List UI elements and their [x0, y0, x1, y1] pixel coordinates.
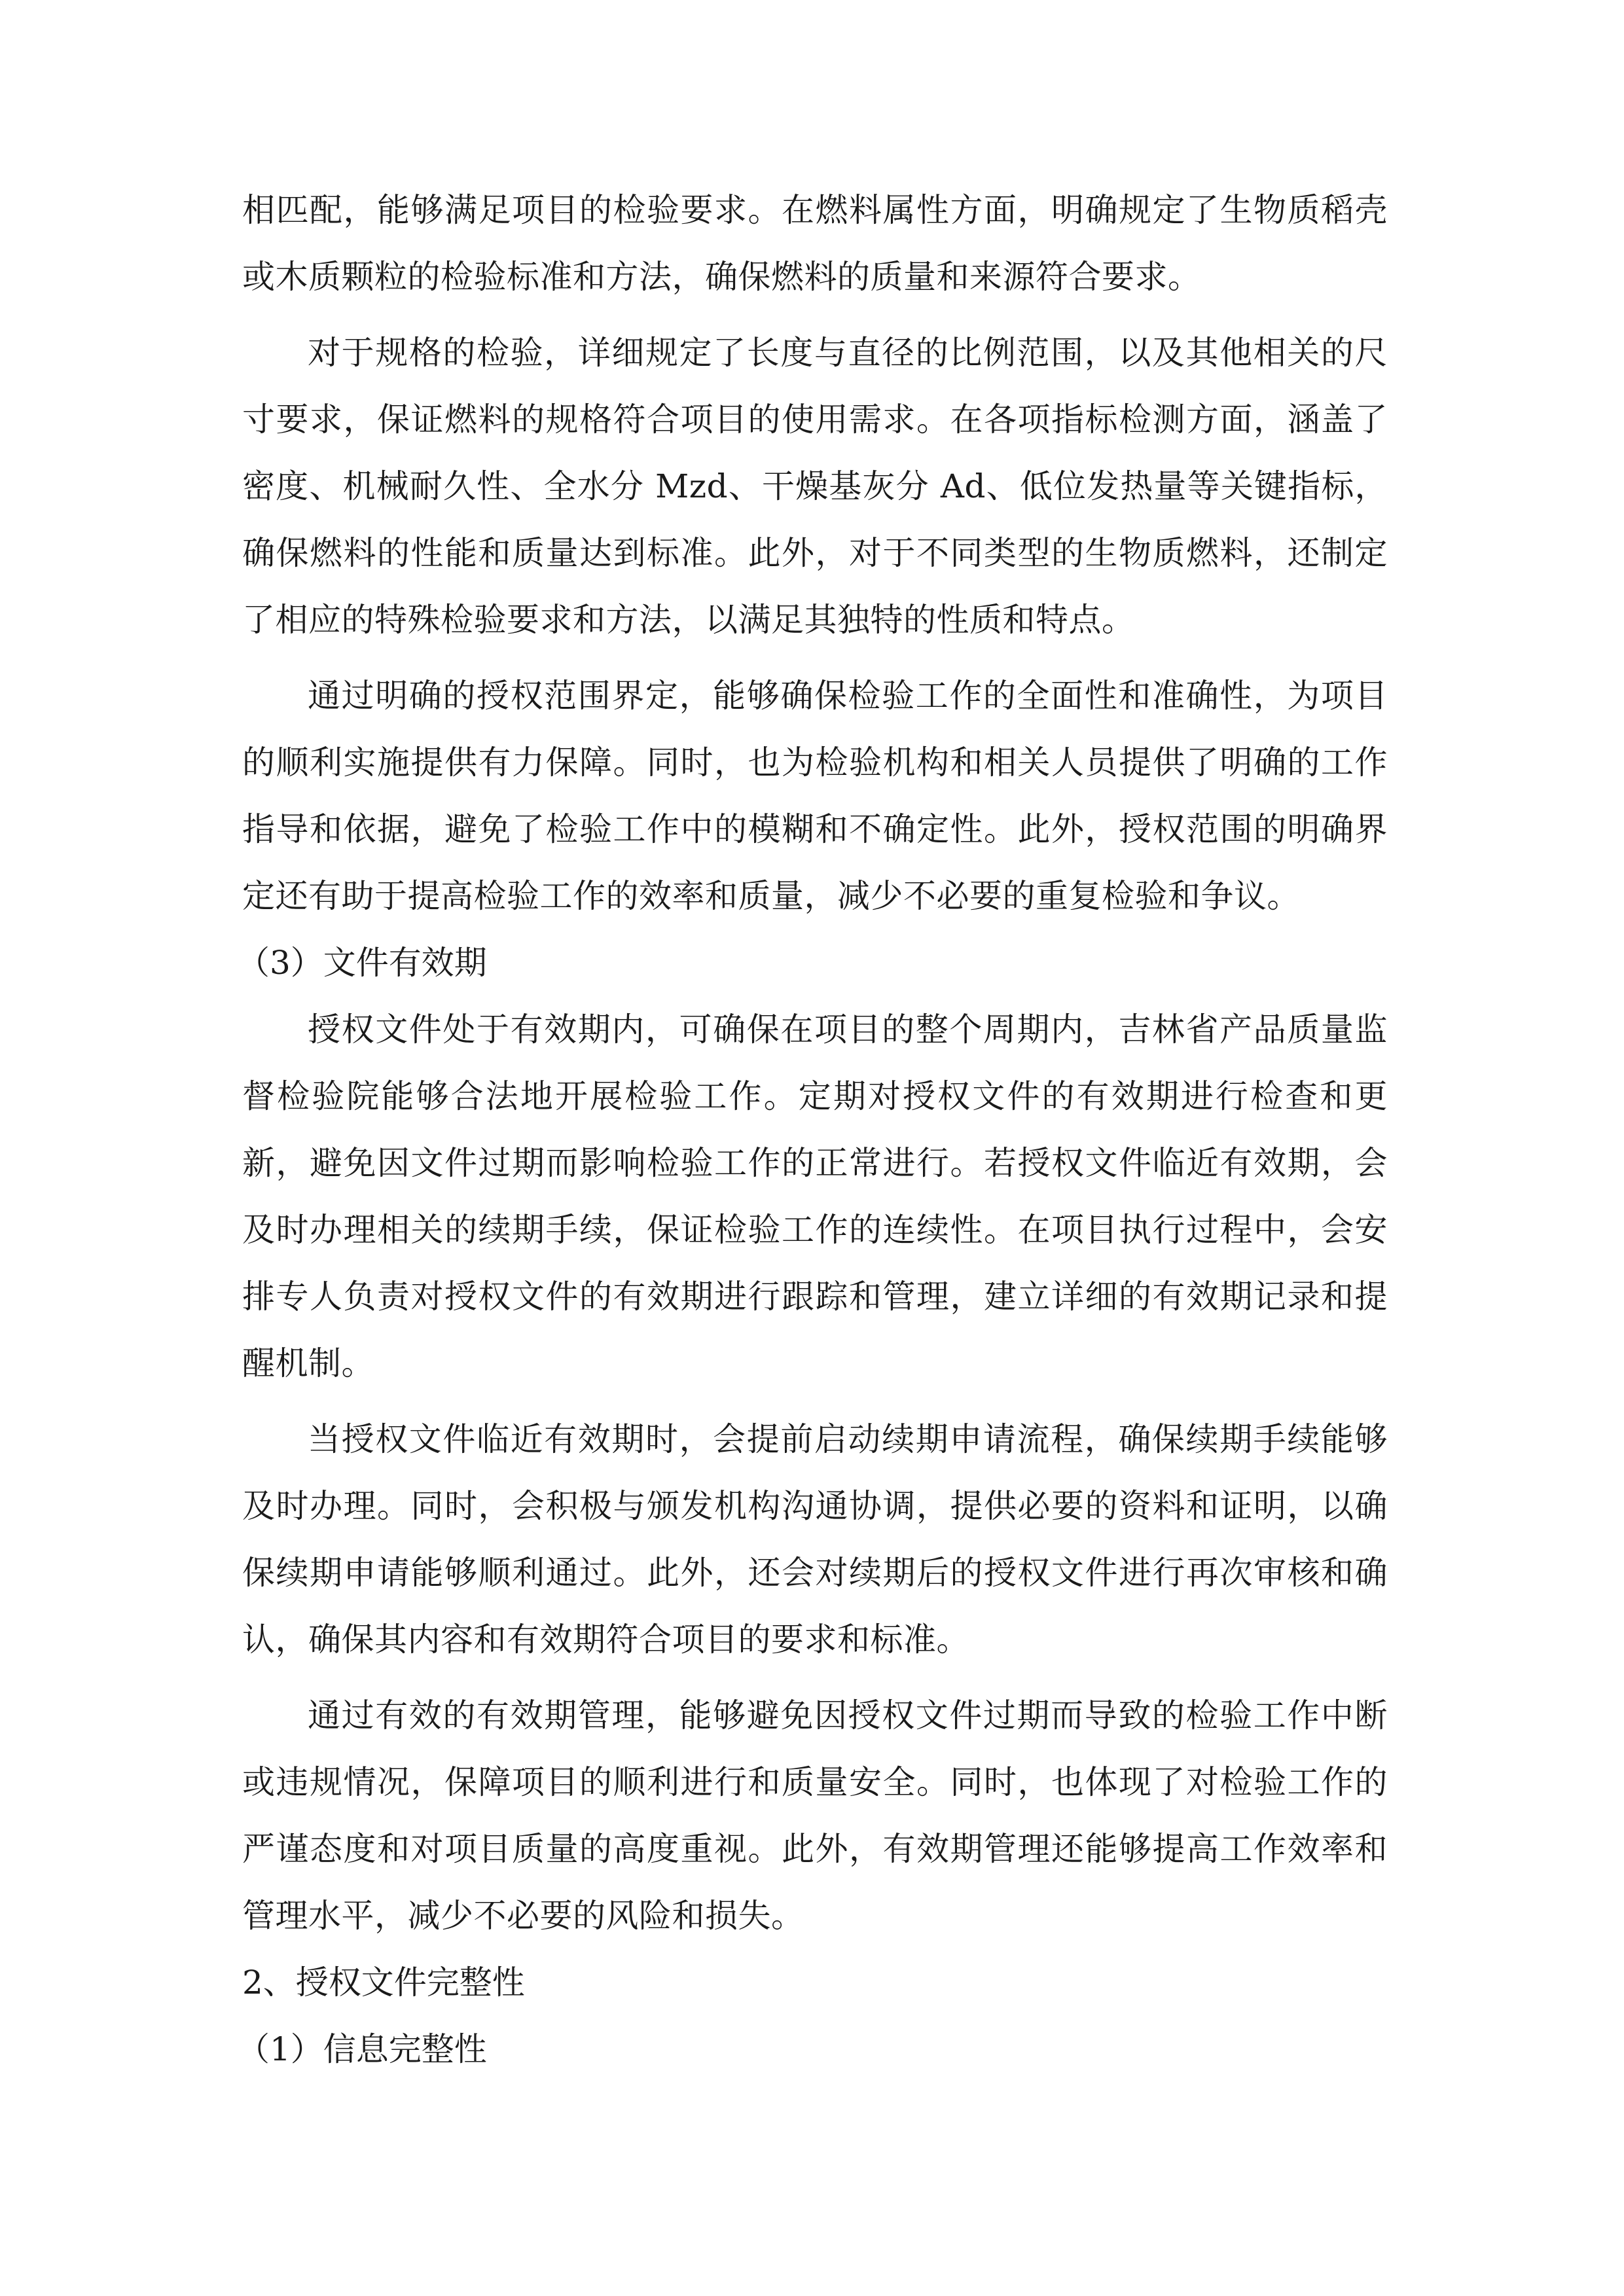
section-heading-completeness: 2、授权文件完整性 — [242, 1964, 525, 2001]
paragraph-validity-period: 授权文件处于有效期内，可确保在项目的整个周期内，吉林省产品质量监督检验院能够合法地开展检验工作。定期对授权文件的有效期进行检查和更新，避免因文件过期而影响检验工作的正常进行。若授权文件临近有效期，会及时办理相关的续期手续，保证检验工作的连续性。在项目执行过程中，会安排专人负责对授权文件的有效期进行跟踪和管理，建立详细的有效期记录和提醒机制。 — [242, 1011, 1388, 1382]
section-heading-validity: （3）文件有效期 — [237, 944, 487, 982]
paragraph-continuation: 相匹配，能够满足项目的检验要求。在燃料属性方面，明确规定了生物质稻壳或木质颗粒的检验标准和方法，确保燃料的质量和来源符合要求。 — [242, 191, 1388, 296]
paragraph-renewal-process: 当授权文件临近有效期时，会提前启动续期申请流程，确保续期手续能够及时办理。同时，会积极与颁发机构沟通协调，提供必要的资料和证明，以确保续期申请能够顺利通过。此外，还会对续期后的授权文件进行再次审核和确认，确保其内容和有效期符合项目的要求和标准。 — [242, 1420, 1388, 1659]
section-heading-information-completeness: （1）信息完整性 — [237, 2030, 487, 2068]
paragraph-validity-management: 通过有效的有效期管理，能够避免因授权文件过期而导致的检验工作中断或违规情况，保障项目的顺利进行和质量安全。同时，也体现了对检验工作的严谨态度和对项目质量的高度重视。此外，有效期管理还能够提高工作效率和管理水平，减少不必要的风险和损失。 — [242, 1696, 1388, 1935]
paragraph-specification-inspection: 对于规格的检验，详细规定了长度与直径的比例范围，以及其他相关的尺寸要求，保证燃料的规格符合项目的使用需求。在各项指标检测方面，涵盖了密度、机械耐久性、全水分 Mzd、干燥基灰分 Ad、低位发热量等关键指标，确保燃料的性能和质量达到标准。此外，对于不同类型的生物质燃料，还制定了相应的特殊检验要求和方法，以满足其独特的性质和特点。 — [242, 334, 1388, 639]
paragraph-scope-definition: 通过明确的授权范围界定，能够确保检验工作的全面性和准确性，为项目的顺利实施提供有力保障。同时，也为检验机构和相关人员提供了明确的工作指导和依据，避免了检验工作中的模糊和不确定性。此外，授权范围的明确界定还有助于提高检验工作的效率和质量，减少不必要的重复检验和争议。 — [242, 677, 1388, 915]
document-body — [237, 177, 1388, 2083]
